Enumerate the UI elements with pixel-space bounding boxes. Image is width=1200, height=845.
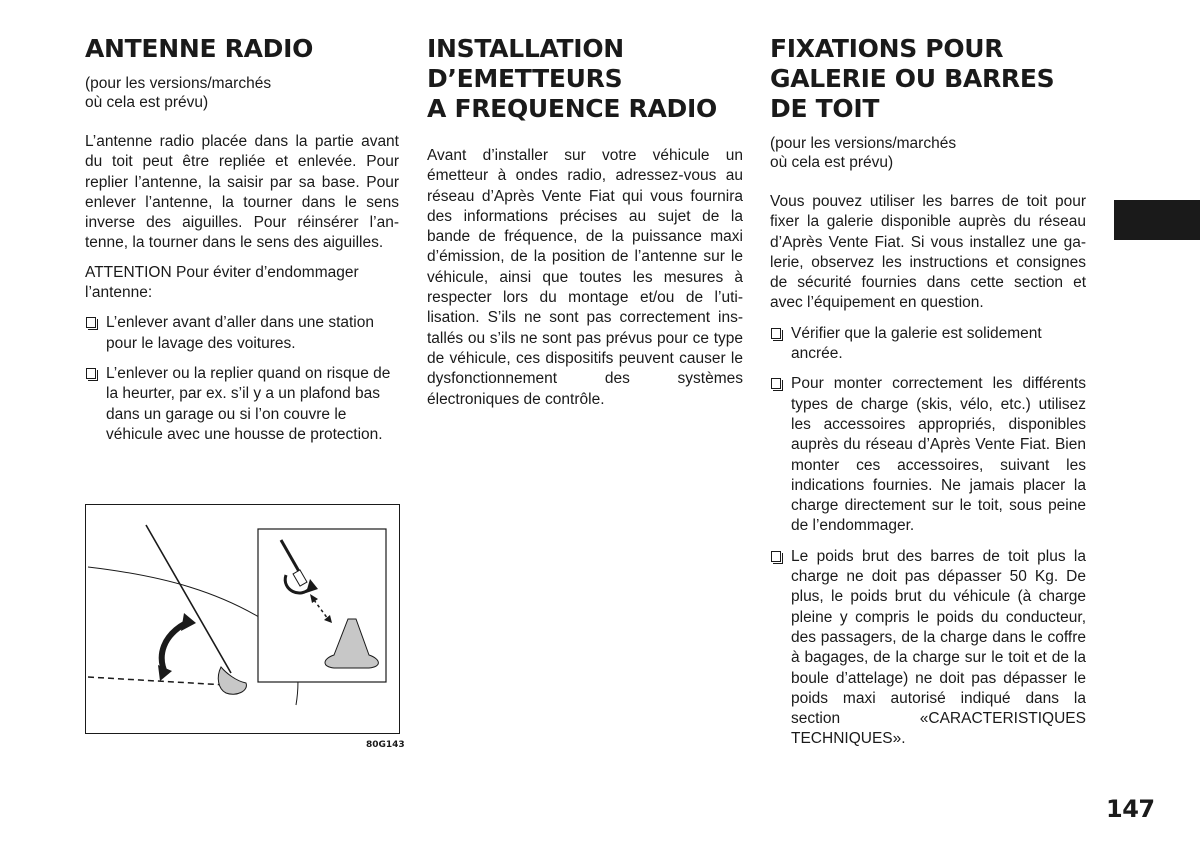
subtitle-line: où cela est prévu)	[770, 154, 894, 171]
antenna-figure	[85, 504, 400, 734]
paragraph: ATTENTION Pour éviter d’endommager l’antenne:	[85, 263, 359, 302]
checkbox-bullet-icon	[771, 551, 781, 562]
title-line: FIXATIONS POUR	[770, 34, 1004, 63]
antenna-fold-illustration	[86, 505, 401, 735]
list-item-text: Le poids brut des barres de toit plus la charge ne doit pas dépasser 50 Kg. De plus, le poids brut du véhicule (à charge pleine y compris le poids du conducteur, des passagers, de la charge dans le coffre à bagages, de la charge sur le toit et de la boule d’attelage) ne doit pas dépasser le poids maxi autorisé indiqué dans la section «CARACTERISTIQUES TECHNIQUES».	[791, 547, 1086, 748]
section-title-fixations	[770, 34, 1086, 124]
title-line: INSTALLATION	[427, 34, 624, 63]
paragraph: Avant d’installer sur votre véhicule un émetteur à ondes radio, adressez-vous au réseau d’Après Vente Fiat qui vous fournira des informations précises au sujet de la bande de fréquence, de la puissance maxi d’émission, de la position de l’antenne sur le véhicule, ainsi que toutes les mesures à respecter lors du montage et/ou de l’utilisation. S’ils ne sont pas correctement installés ou s’ils ne sont pas prévus pour ce type de véhicule, ces dispositifs peuvent causer le dysfonctionnement des systèmes électroniques de contrôle.	[427, 147, 743, 408]
list-item-text: Pour monter correctement les différents types de charge (skis, vélo, etc.) utilisez les accessoires appropriés, disponibles auprès du réseau d’Après Vente Fiat. Bien monter ces accessoires, suivant les indications fournies. Ne jamais placer la charge directement sur le toit, sous peine de l’endommager.	[791, 375, 1086, 535]
list-item	[85, 364, 399, 445]
paragraph: L’antenne radio placée dans la partie avant du toit peut être repliée et enlevée. Pour replier l’antenne, la saisir par sa base. Pour enlever l’antenne, la tourner dans le sens inverse des aiguilles. Pour réinsérer l’antenne, la tourner dans le sens des aiguilles.	[85, 133, 399, 252]
chapter-tab	[1114, 200, 1200, 240]
section-title-antenne-radio: ANTENNE RADIO	[85, 34, 314, 63]
list-item-text: Vérifier que la galerie est solidement ancrée.	[791, 324, 1042, 363]
list-item	[770, 374, 1086, 536]
paragraph: Vous pouvez utiliser les barres de toit pour fixer la galerie disponible auprès du réseau d’Après Vente Fiat. Si vous installez une galerie, observez les instructions et consignes de sécurité fournies dans cette section et avec l’équipement en question.	[770, 193, 1086, 312]
subtitle-line: (pour les versions/marchés	[85, 75, 272, 92]
list-item-text: L’enlever avant d’aller dans une station pour le lavage des voitures.	[106, 314, 374, 352]
list-item	[85, 313, 399, 354]
list-item	[770, 324, 1086, 365]
checkbox-bullet-icon	[86, 317, 96, 328]
list-item	[770, 547, 1086, 750]
column-antenne-radio	[85, 34, 399, 445]
section-subtitle	[770, 134, 1086, 172]
column-fixations-galerie	[770, 34, 1086, 750]
title-line: GALERIE OU BARRES	[770, 64, 1055, 93]
figure-code: 80G143	[366, 740, 405, 750]
title-line: DE TOIT	[770, 94, 880, 123]
checkbox-bullet-icon	[86, 368, 96, 379]
section-subtitle	[85, 74, 399, 112]
subtitle-line: (pour les versions/marchés	[770, 135, 957, 152]
title-line: A FREQUENCE RADIO	[427, 94, 717, 123]
checkbox-bullet-icon	[771, 328, 781, 339]
page-number: 147	[1106, 795, 1155, 823]
checkbox-bullet-icon	[771, 378, 781, 389]
title-line: D’EMETTEURS	[427, 64, 623, 93]
list-item-text: L’enlever ou la replier quand on risque de la heurter, par ex. s’il y a un plafond bas dans un garage ou si l’on couvre le véhicule avec une housse de protection.	[106, 364, 391, 443]
column-installation-emetteurs	[427, 34, 743, 410]
subtitle-line: où cela est prévu)	[85, 94, 209, 111]
section-title-installation	[427, 34, 743, 124]
